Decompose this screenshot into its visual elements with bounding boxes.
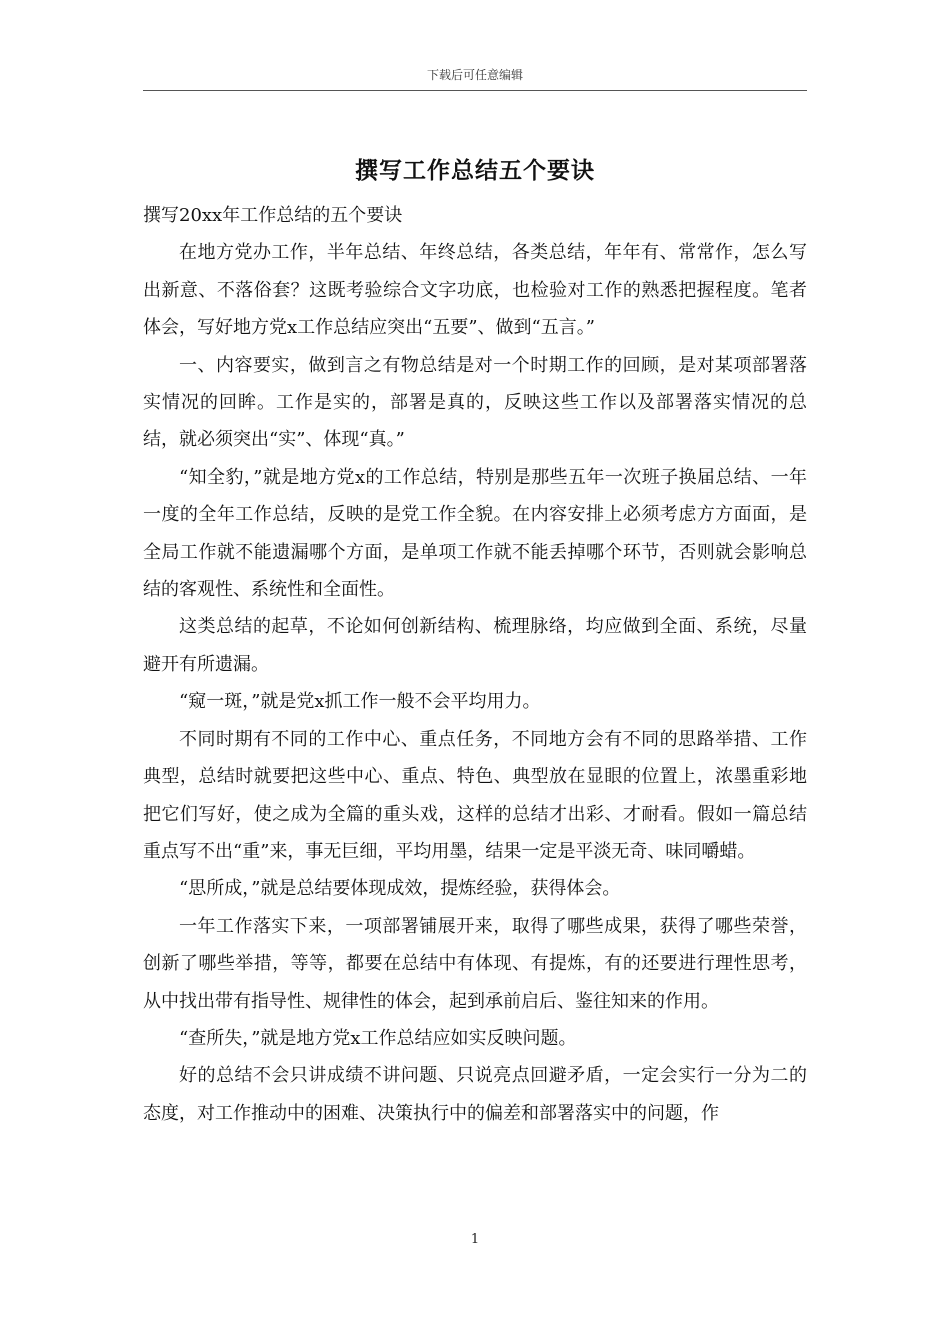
paragraph-know-whole: “知全豹，”就是地方党x的工作总结，特别是那些五年一次班子换届总结、一年一度的全年工作总结，反映的是党工作全貌。在内容安排上必须考虑方方面面，是全局工作就不能遗漏哪个方面，是单项工作就不能丢掉哪个环节，否则就会影响总结的客观性、系统性和全面性。 [143, 466, 807, 601]
document-title: 撰写工作总结五个要诀 [355, 157, 595, 184]
header-note: 下载后可任意编辑 [426, 68, 523, 82]
header-divider [143, 90, 807, 91]
page-number: 1 [470, 1232, 480, 1247]
paragraph-problems-heading: “查所失，”就是地方党x工作总结应如实反映问题。 [179, 1027, 577, 1049]
paragraph-achievements: 一年工作落实下来，一项部署铺展开来，取得了哪些成果，获得了哪些荣誉，创新了哪些举措，等等，都要在总结中有体现、有提炼，有的还要进行理性思考，从中找出带有指导性、规律性的体会，起到承前启后、鉴往知来的作用。 [143, 915, 807, 1012]
paragraph-focus: 不同时期有不同的工作中心、重点任务，不同地方会有不同的思路举措、工作典型，总结时就要把这些中心、重点、特色、典型放在显眼的位置上，浓墨重彩地把它们写好，使之成为全篇的重头戏，这样的总结才出彩、才耐看。假如一篇总结重点写不出“重”来，事无巨细，平均用墨，结果一定是平淡无奇、味同嚼蜡。 [143, 728, 807, 862]
paragraph-intro: 在地方党办工作，半年总结、年终总结，各类总结，年年有、常常作，怎么写出新意、不落俗套？这既考验综合文字功底，也检验对工作的熟悉把握程度。笔者体会，写好地方党x工作总结应突出“五要”、做到“五言。” [143, 242, 807, 339]
document-subtitle: 撰写20xx年工作总结的五个要诀 [143, 205, 403, 226]
paragraph-section-one: 一、内容要实，做到言之有物总结是对一个时期工作的回顾，是对某项部署落实情况的回眸。工作是实的，部署是真的，反映这些工作以及部署落实情况的总结，就必须突出“实”、体现“真。” [143, 354, 807, 451]
paragraph-glimpse: “窥一斑，”就是党x抓工作一般不会平均用力。 [179, 691, 541, 713]
document-body [143, 197, 807, 1132]
paragraph-achievements-heading: “思所成，”就是总结要体现成效，提炼经验，获得体会。 [179, 878, 621, 900]
paragraph-drafting: 这类总结的起草，不论如何创新结构、梳理脉络，均应做到全面、系统，尽量避开有所遗漏。 [143, 616, 807, 675]
paragraph-problems: 好的总结不会只讲成绩不讲问题、只说亮点回避矛盾，一定会实行一分为二的态度，对工作推动中的困难、决策执行中的偏差和部署落实中的问题，作 [143, 1065, 807, 1124]
